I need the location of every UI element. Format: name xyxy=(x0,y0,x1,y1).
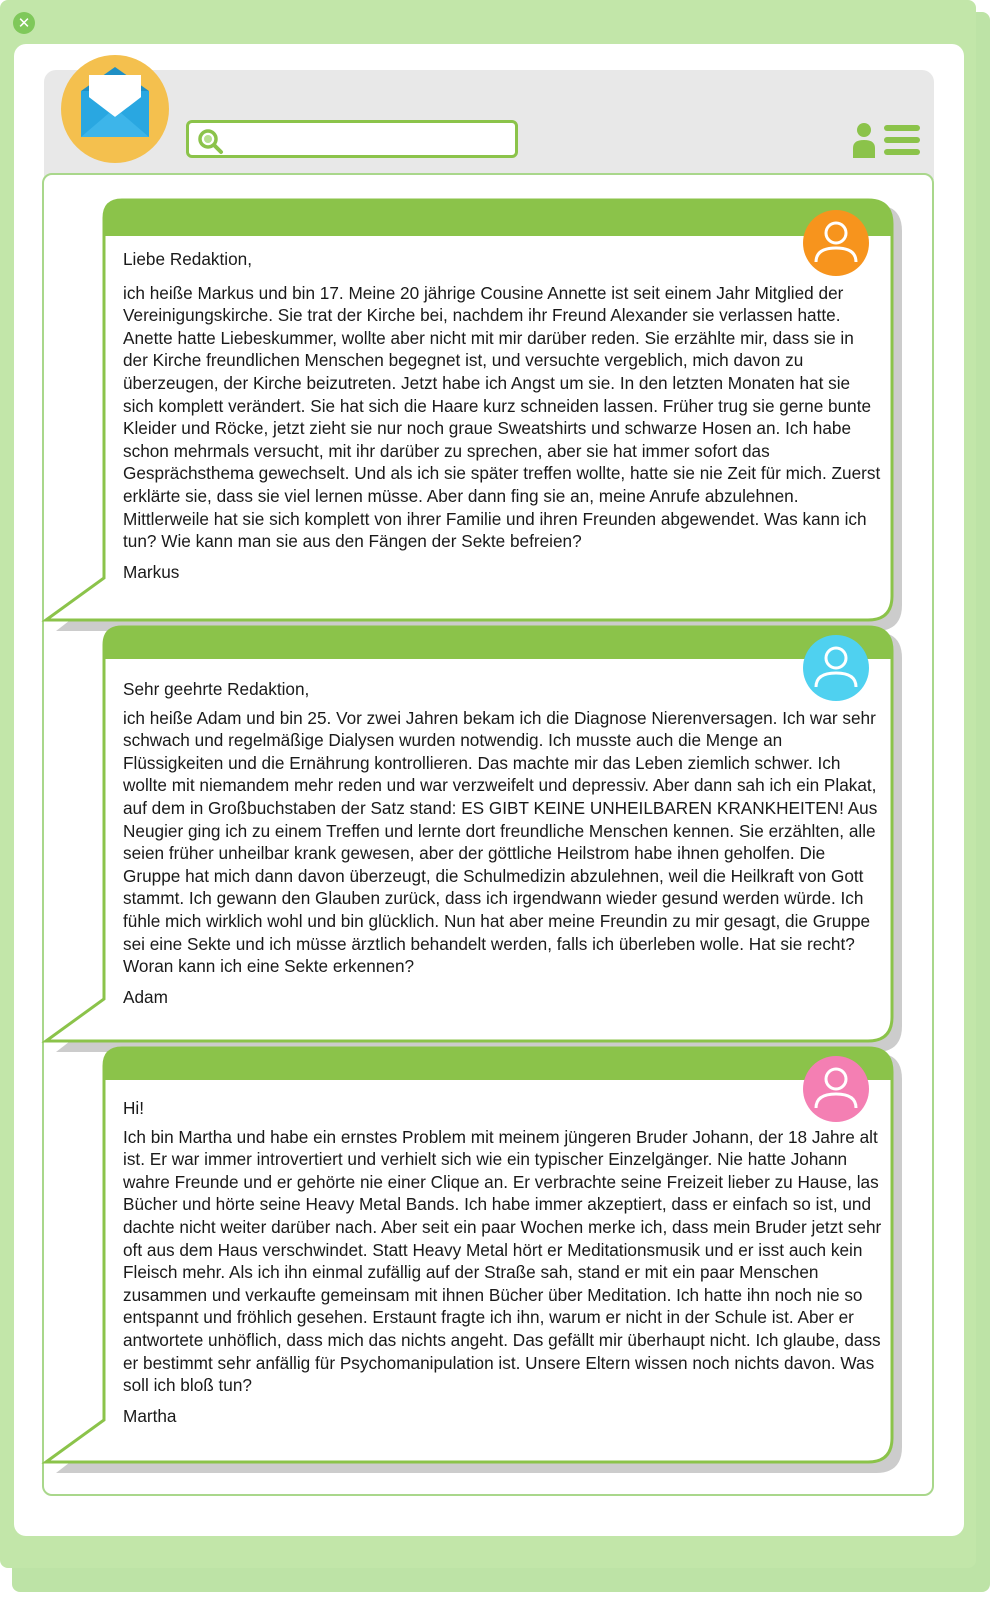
message-greeting: Sehr geehrte Redaktion, xyxy=(123,679,310,699)
message-content xyxy=(123,1097,883,1427)
menu-icon[interactable] xyxy=(884,123,922,157)
message-card-martha xyxy=(44,1046,896,1471)
message-body: ich heiße Adam und bin 25. Vor zwei Jahren bekam ich die Diagnose Nierenversagen. Ich war sehr schwach und regelmäßige Dialysen wurden notwendig. Ich musste auch die Menge an Flüssigkeiten und die Ernährung kontrollieren. Das machte mir das Leben ziemlich schwer. Ich wollte mit niemandem mehr reden und war verzweifelt und depressiv. Aber dann sah ich ein Plakat, auf dem in Großbuchstaben der Satz stand: ES GIBT KEINE UNHEILBAREN KRANKHEITEN! Aus Neugier ging ich zu einem Treffen und lernte dort freundliche Menschen kennen. Sie erzählten, alle seien früher unheilbar krank gewesen, aber der göttliche Heilstrom habe ihnen geholfen. Die Gruppe hat mich dann davon überzeugt, die Schulmedizin abzulehnen, weil die Heilkraft von Gott stammt. Ich gewann den Glauben zurück, dass ich irgendwann wieder gesund werden würde. Ich fühle mich wirklich wohl und bin glücklich. Nun hat aber meine Freundin zu mir gesagt, die Gruppe sei eine Sekte und ich müsse ärztlich behandelt werden, falls ich überleben wolle. Hat sie recht? Woran kann ich eine Sekte erkennen? xyxy=(123,707,878,977)
user-icon[interactable] xyxy=(852,122,878,158)
search-icon[interactable] xyxy=(197,128,225,156)
message-signature: Markus xyxy=(123,561,180,582)
mail-icon xyxy=(61,55,169,163)
message-content xyxy=(123,678,883,1008)
message-body: ich heiße Markus und bin 17. Meine 20 jährige Cousine Annette ist seit einem Jahr Mitglied der Vereinigungskirche. Sie trat der Kirche bei, nachdem ihr Freund Alexander sie verlassen hatte. Anette hatte Liebeskummer, wollte aber nicht mit mir darüber reden. Sie erzählte mir, dass sie in der Kirche freundlichen Menschen begegnet ist, und versuchte vergeblich, mich davon zu überzeugen, der Kirche beizutreten. Jetzt habe ich Angst um sie. In den letzten Monaten hat sie sich komplett verändert. Sie hat sich die Haare kurz schneiden lassen. Früher trug sie gerne bunte Kleider und Röcke, jetzt zieht sie nur noch graue Sweatshirts und schwarze Hosen an. Ich habe schon mehrmals versucht, mit ihr darüber zu sprechen, aber sie hat immer sofort das Gesprächsthema gewechselt. Und als ich sie später treffen wollte, hatte sie nie Zeit für mich. Zuerst erklärte sie, dass sie viel lernen müsse. Aber dann fing sie an, meine Anrufe abzulehnen. Mittlerweile hat sie sich komplett von ihrer Familie und ihren Freunden abgewendet. Was kann ich tun? Wie kann man sie aus den Fängen der Sekte befreien? xyxy=(123,282,881,552)
message-greeting: Liebe Redaktion, xyxy=(123,249,252,269)
mail-app-logo xyxy=(61,55,169,163)
close-icon[interactable]: ✕ xyxy=(13,12,35,34)
message-signature: Martha xyxy=(123,1405,177,1426)
message-greeting: Hi! xyxy=(123,1098,145,1118)
message-card-markus xyxy=(44,198,896,628)
message-body: Ich bin Martha und habe ein ernstes Problem mit meinem jüngeren Bruder Johann, der 18 Jahre alt ist. Er war immer introvertiert und verhielt sich wie ein typischer Einzelgänger. Nie hatte Johann wahre Freunde und er gehörte nie einer Clique an. Er verbrachte seine Freizeit lieber zu Hause, las Bücher und hörte seine Heavy Metal Bands. Ich habe immer akzeptiert, dass er einfach so ist, und dachte nicht weiter darüber nach. Aber seit ein paar Wochen merke ich, dass mein Bruder jetzt sehr oft aus dem Haus verschwindet. Statt Heavy Metal hört er Meditationsmusik und er isst auch kein Fleisch mehr. Als ich ihn einmal zufällig auf der Straße sah, stand er mit ein paar Menschen zusammen und verkaufte gemeinsam mit ihnen Bücher über Meditation. Ich hatte ihn noch nie so entspannt und fröhlich gesehen. Erstaunt fragte ich ihn, warum er nicht in der Schule ist. Aber er antwortete unhöflich, dass mich das nichts angeht. Das gefällt mir überhaupt nicht. Ich glaube, dass er bestimmt sehr anfällig für Psychomanipulation ist. Unsere Eltern wissen noch nichts davon. Was soll ich bloß tun? xyxy=(123,1126,882,1396)
message-content xyxy=(123,248,883,583)
message-card-adam xyxy=(44,625,896,1050)
message-signature: Adam xyxy=(123,986,168,1007)
search-field[interactable] xyxy=(186,120,518,158)
